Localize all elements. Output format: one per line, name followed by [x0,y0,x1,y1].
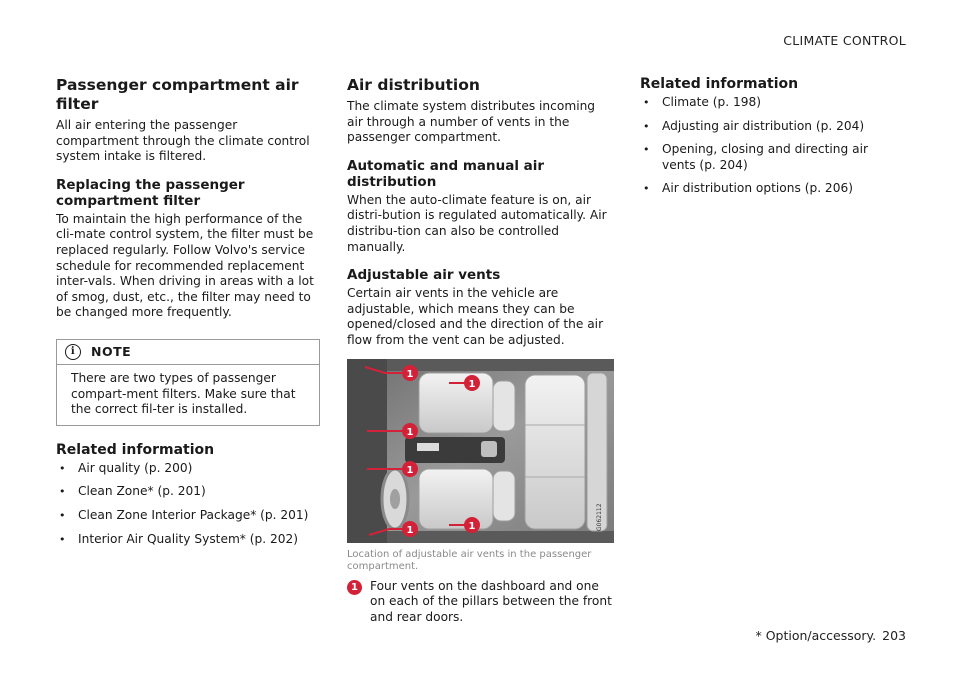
auto-manual-text: When the auto-climate feature is on, air distri-bution is regulated automatically. Air distribu-tion can also be controlled manually. [347,192,607,254]
replacing-filter-heading: Replacing the passenger compartment filter [56,176,245,209]
callout-marker-number: 1 [406,464,414,476]
air-filter-intro: All air entering the passenger compartment through the climate control system intake is filtered. [56,118,310,164]
note-header [57,340,319,365]
related-link[interactable]: • Adjusting air distribution (p. 204) [640,119,900,135]
console-controls [417,443,439,451]
related-list-col3 [640,95,900,197]
running-header: CLIMATE CONTROL [783,33,906,48]
rear-bench [525,375,585,529]
air-distribution-intro: The climate system distributes incoming air through a number of vents in the passenger compartment. [347,99,596,145]
front-seat-lower-headrest [493,471,515,521]
floor-edge [387,531,614,543]
related-link[interactable]: • Clean Zone* (p. 201) [56,484,320,500]
callout-marker-number: 1 [406,524,414,536]
callout-description [347,579,614,626]
vent-location-figure [347,359,614,543]
related-link[interactable]: • Opening, closing and directing air vents (p. 204) [640,142,900,173]
section-title-air-filter: Passenger compartment air filter [56,76,299,113]
gear-selector [481,441,497,457]
related-link[interactable]: • Air quality (p. 200) [56,461,320,477]
footnote-option: * Option/accessory. [755,628,877,643]
related-link[interactable]: • Interior Air Quality System* (p. 202) [56,532,320,548]
adjustable-vents-heading: Adjustable air vents [347,267,501,284]
replacing-filter-text: To maintain the high performance of the cli-mate control system, the filter must be replaced regularly. Follow Volvo's service schedule for recommended replacement inter-vals. When driving in areas with a lot of smog, dust, etc., the filter may need to be changed more frequently. [56,211,314,320]
note-box [56,339,320,426]
roof-edge [387,359,614,371]
cabin-illustration [347,359,614,543]
auto-manual-heading: Automatic and manual air distribution [347,157,545,190]
callout-text: Four vents on the dashboard and one on each of the pillars between the front and rear doors. [370,578,612,624]
section-title-air-distribution: Air distribution [347,76,480,94]
column-air-filter [56,76,320,555]
related-list-col1 [56,461,320,547]
column-related [640,76,900,205]
page-footer [755,628,906,643]
figure-code: G062112 [596,502,603,531]
figure-caption: Location of adjustable air vents in the passenger compartment. [347,548,592,572]
note-label: NOTE [91,344,132,360]
page-number: 203 [882,628,906,643]
related-link[interactable]: • Air distribution options (p. 206) [640,181,900,197]
related-info-heading-col1: Related information [56,441,215,458]
info-icon: i [65,344,81,360]
callout-marker-number: 1 [468,378,476,390]
related-info-heading-col3: Related information [640,76,799,92]
callout-marker-number: 1 [406,368,414,380]
note-text: There are two types of passenger compart-ment filters. Make sure that the correct fil-ter is installed. [71,370,296,417]
callout-marker-number: 1 [406,426,414,438]
front-seat-upper-headrest [493,381,515,431]
related-link[interactable]: • Clean Zone Interior Package* (p. 201) [56,508,320,524]
callout-badge: 1 [347,580,362,595]
adjustable-vents-text: Certain air vents in the vehicle are adjustable, which means they can be opened/closed and the direction of the air flow from the vent can be adjusted. [347,286,604,347]
steering-hub [390,489,400,509]
column-air-distribution [347,76,614,625]
front-seat-lower [419,469,493,529]
dashboard [347,359,387,543]
related-link[interactable]: • Climate (p. 198) [640,95,900,111]
callout-marker-number: 1 [468,520,476,532]
